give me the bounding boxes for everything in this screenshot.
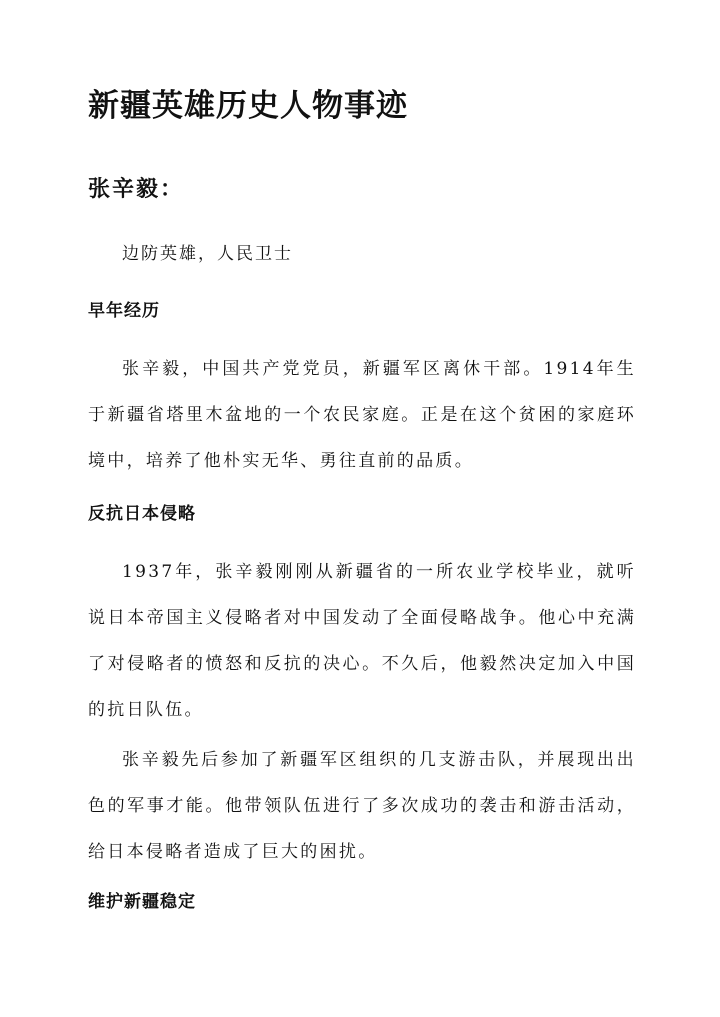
paragraph-resist-japan-1: 1937年，张辛毅刚刚从新疆省的一所农业学校毕业，就听说日本帝国主义侵略者对中国发动了全面侵略战争。他心中充满了对侵略者的愤怒和反抗的决心。不久后，他毅然决定加入中国的抗日队伍。 xyxy=(88,562,636,720)
section-heading-early-life: 早年经历 xyxy=(88,301,160,321)
section-heading-xinjiang-stability: 维护新疆稳定 xyxy=(88,892,196,912)
page-title: 新疆英雄历史人物事迹 xyxy=(88,88,408,124)
paragraph-early-life: 张辛毅，中国共产党党员，新疆军区离休干部。1914年生于新疆省塔里木盆地的一个农民家庭。正是在这个贫困的家庭环境中，培养了他朴实无华、勇往直前的品质。 xyxy=(88,359,636,471)
person-name-heading: 张辛毅： xyxy=(88,176,185,202)
section-heading-resist-japan: 反抗日本侵略 xyxy=(88,504,196,524)
person-subtitle: 边防英雄，人民卫士 xyxy=(122,244,293,264)
paragraph-resist-japan-2: 张辛毅先后参加了新疆军区组织的几支游击队，并展现出出色的军事才能。他带领队伍进行了多次成功的袭击和游击活动，给日本侵略者造成了巨大的困扰。 xyxy=(88,750,636,862)
